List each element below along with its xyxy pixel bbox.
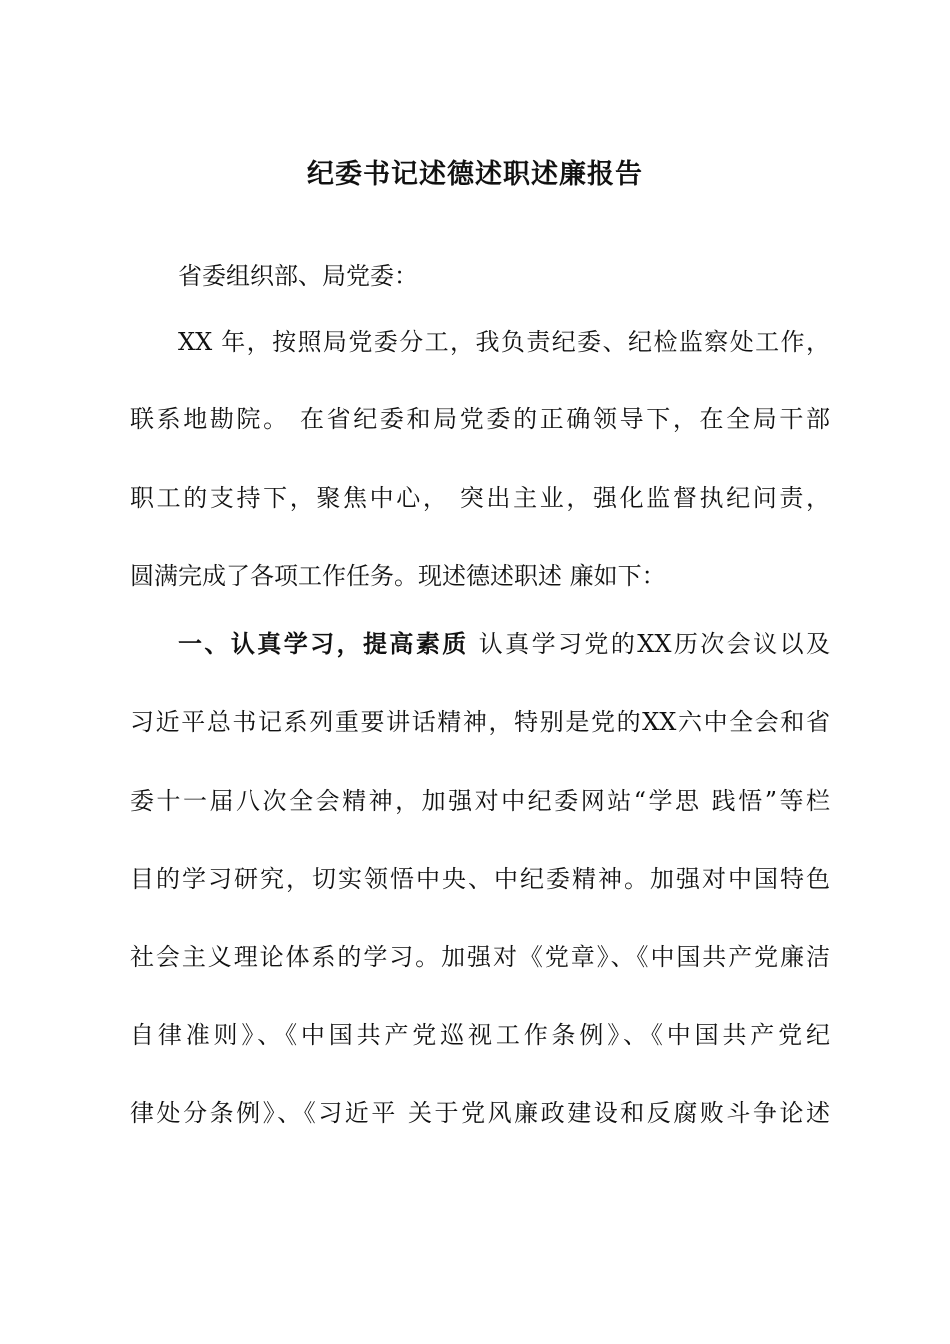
intro-line-3: 职工的支持下，聚焦中心， 突出主业，强化监督执纪问责，: [130, 484, 830, 512]
intro-line-2: 联系地勘院。 在省纪委和局党委的正确领导下，在全局干部: [130, 405, 830, 433]
section1-first-line: [178, 624, 830, 664]
intro-line-4: 圆满完成了各项工作任务。现述德述职述 廉如下：: [130, 562, 666, 590]
section1-first-line-text: 认真学习党的XX历次会议以及: [468, 630, 830, 658]
section1-line-6: 自律准则》、《中国共产党巡视工作条例》、《中国共产党纪: [130, 1021, 830, 1049]
salutation: 省委组织部、局党委：: [178, 262, 418, 290]
section1-line-2: 习近平总书记系列重要讲话精神，特别是党的XX六中全会和省: [130, 708, 830, 736]
section1-heading: 一、认真学习，提高素质: [178, 630, 469, 658]
intro-line-1: XX 年，按照局党委分工，我负责纪委、纪检监察处工作，: [178, 328, 830, 356]
section1-line-4: 目的学习研究，切实领悟中央、中纪委精神。加强对中国特色: [130, 865, 830, 893]
document-title: 纪委书记述德述职述廉报告: [307, 159, 643, 190]
section1-line-3: 委十一届八次全会精神，加强对中纪委网站“学思 践悟”等栏: [130, 787, 830, 815]
section1-line-5: 社会主义理论体系的学习。加强对《党章》、《中国共产党廉洁: [130, 943, 830, 971]
section1-line-7: 律处分条例》、《习近平 关于党风廉政建设和反腐败斗争论述: [130, 1099, 830, 1127]
